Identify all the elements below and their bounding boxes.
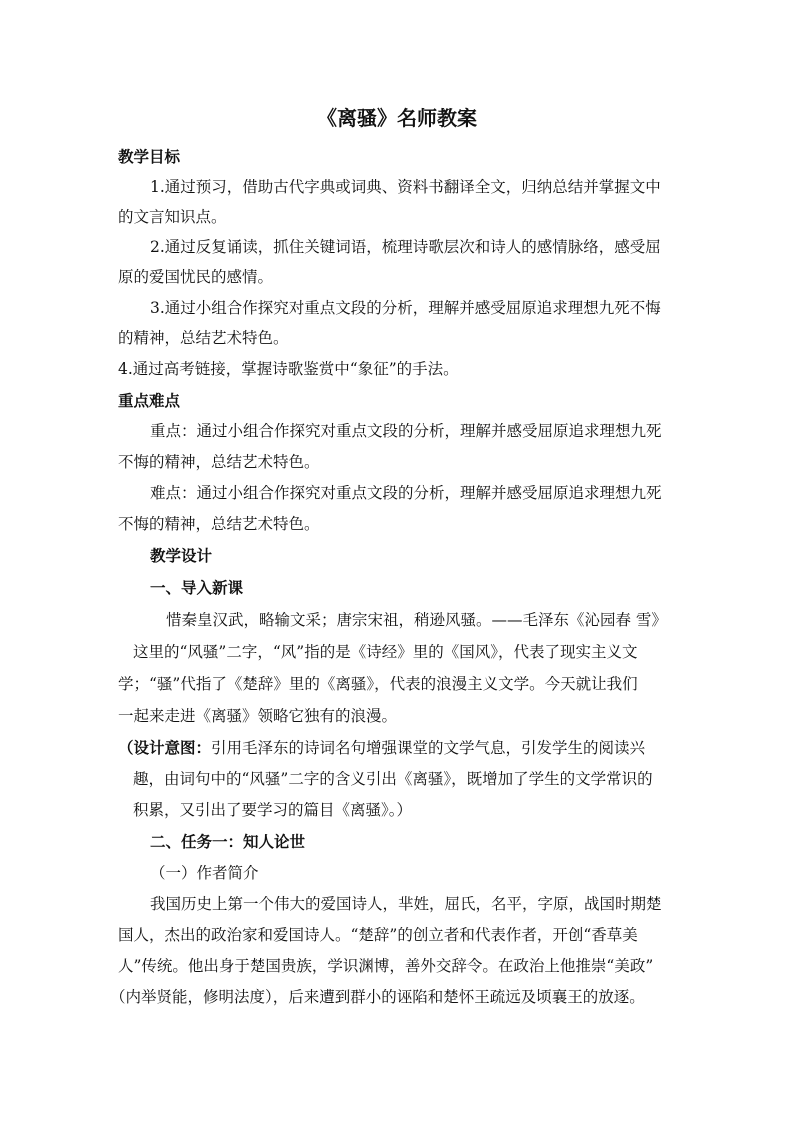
design-intent-line-2: 趣，由词句中的“风骚”二字的含义引出《离骚》，既增加了学生的文学常识的 bbox=[133, 770, 653, 788]
author-line-4: （内举贤能，修明法度），后来遭到群小的诬陷和楚怀王疏远及顷襄王的放逐。 bbox=[110, 988, 645, 1006]
design-intent-line-1 bbox=[118, 737, 645, 759]
part-1-heading: 一、导入新课 bbox=[150, 578, 244, 597]
goal-2-line-1: 2.通过反复诵读，抓住关键词语，梳理诗歌层次和诗人的感情脉络，感受屈 bbox=[150, 238, 661, 256]
section-heading-key-points: 重点难点 bbox=[118, 391, 181, 410]
design-intent-label: （设计意图： bbox=[118, 738, 212, 757]
author-line-3: 人”传统。他出身于楚国贵族，学识渊博，善外交辞令。在政治上他推崇“美政” bbox=[118, 957, 654, 975]
goal-3-line-2: 的精神，总结艺术特色。 bbox=[118, 329, 289, 347]
difficulty-line-1: 难点：通过小组合作探究对重点文段的分析，理解并感受屈原追求理想九死 bbox=[150, 484, 662, 502]
intro-line-1: 这里的“风骚”二字，“风”指的是《诗经》里的《国风》，代表了现实主义文 bbox=[133, 643, 638, 661]
intro-line-2: 学；“骚”代指了《楚辞》里的《离骚》，代表的浪漫主义文学。今天就让我们 bbox=[118, 675, 638, 693]
difficulty-line-2: 不悔的精神，总结艺术特色。 bbox=[118, 515, 320, 533]
key-point-line-1: 重点：通过小组合作探究对重点文段的分析，理解并感受屈原追求理想九死 bbox=[150, 422, 662, 440]
key-point-line-2: 不悔的精神，总结艺术特色。 bbox=[118, 453, 320, 471]
part-2-heading: 二、任务一：知人论世 bbox=[150, 832, 306, 851]
author-line-2: 国人，杰出的政治家和爱国诗人。“楚辞”的创立者和代表作者，开创“香草美 bbox=[118, 926, 638, 944]
intro-line-3: 一起来走进《离骚》领略它独有的浪漫。 bbox=[118, 707, 398, 725]
quote-line: 惜秦皇汉武，略输文采；唐宗宋祖，稍逊风骚。——毛泽东《沁园春 雪》 bbox=[166, 611, 667, 629]
section-heading-goals: 教学目标 bbox=[118, 147, 181, 166]
section-heading-design: 教学设计 bbox=[150, 546, 213, 565]
author-line-1: 我国历史上第一个伟大的爱国诗人，芈姓，屈氏，名平，字原，战国时期楚 bbox=[150, 895, 662, 913]
goal-3-line-1: 3.通过小组合作探究对重点文段的分析，理解并感受屈原追求理想九死不悔 bbox=[150, 299, 661, 317]
goal-1-line-2: 的文言知识点。 bbox=[118, 208, 227, 226]
document-title: 《离骚》名师教案 bbox=[317, 106, 477, 130]
goal-2-line-2: 原的爱国忧民的感情。 bbox=[118, 268, 274, 286]
author-heading: （一）作者简介 bbox=[150, 864, 259, 882]
design-intent-line-3: 积累，又引出了要学习的篇目《离骚》。） bbox=[133, 801, 413, 819]
goal-4: 4.通过高考链接，掌握诗歌鉴赏中“象征”的手法。 bbox=[118, 360, 459, 378]
goal-1-line-1: 1.通过预习，借助古代字典或词典、资料书翻译全文，归纳总结并掌握文中 bbox=[150, 178, 661, 196]
design-intent-text: 引用毛泽东的诗词名句增强课堂的文学气息，引发学生的阅读兴 bbox=[211, 739, 646, 757]
